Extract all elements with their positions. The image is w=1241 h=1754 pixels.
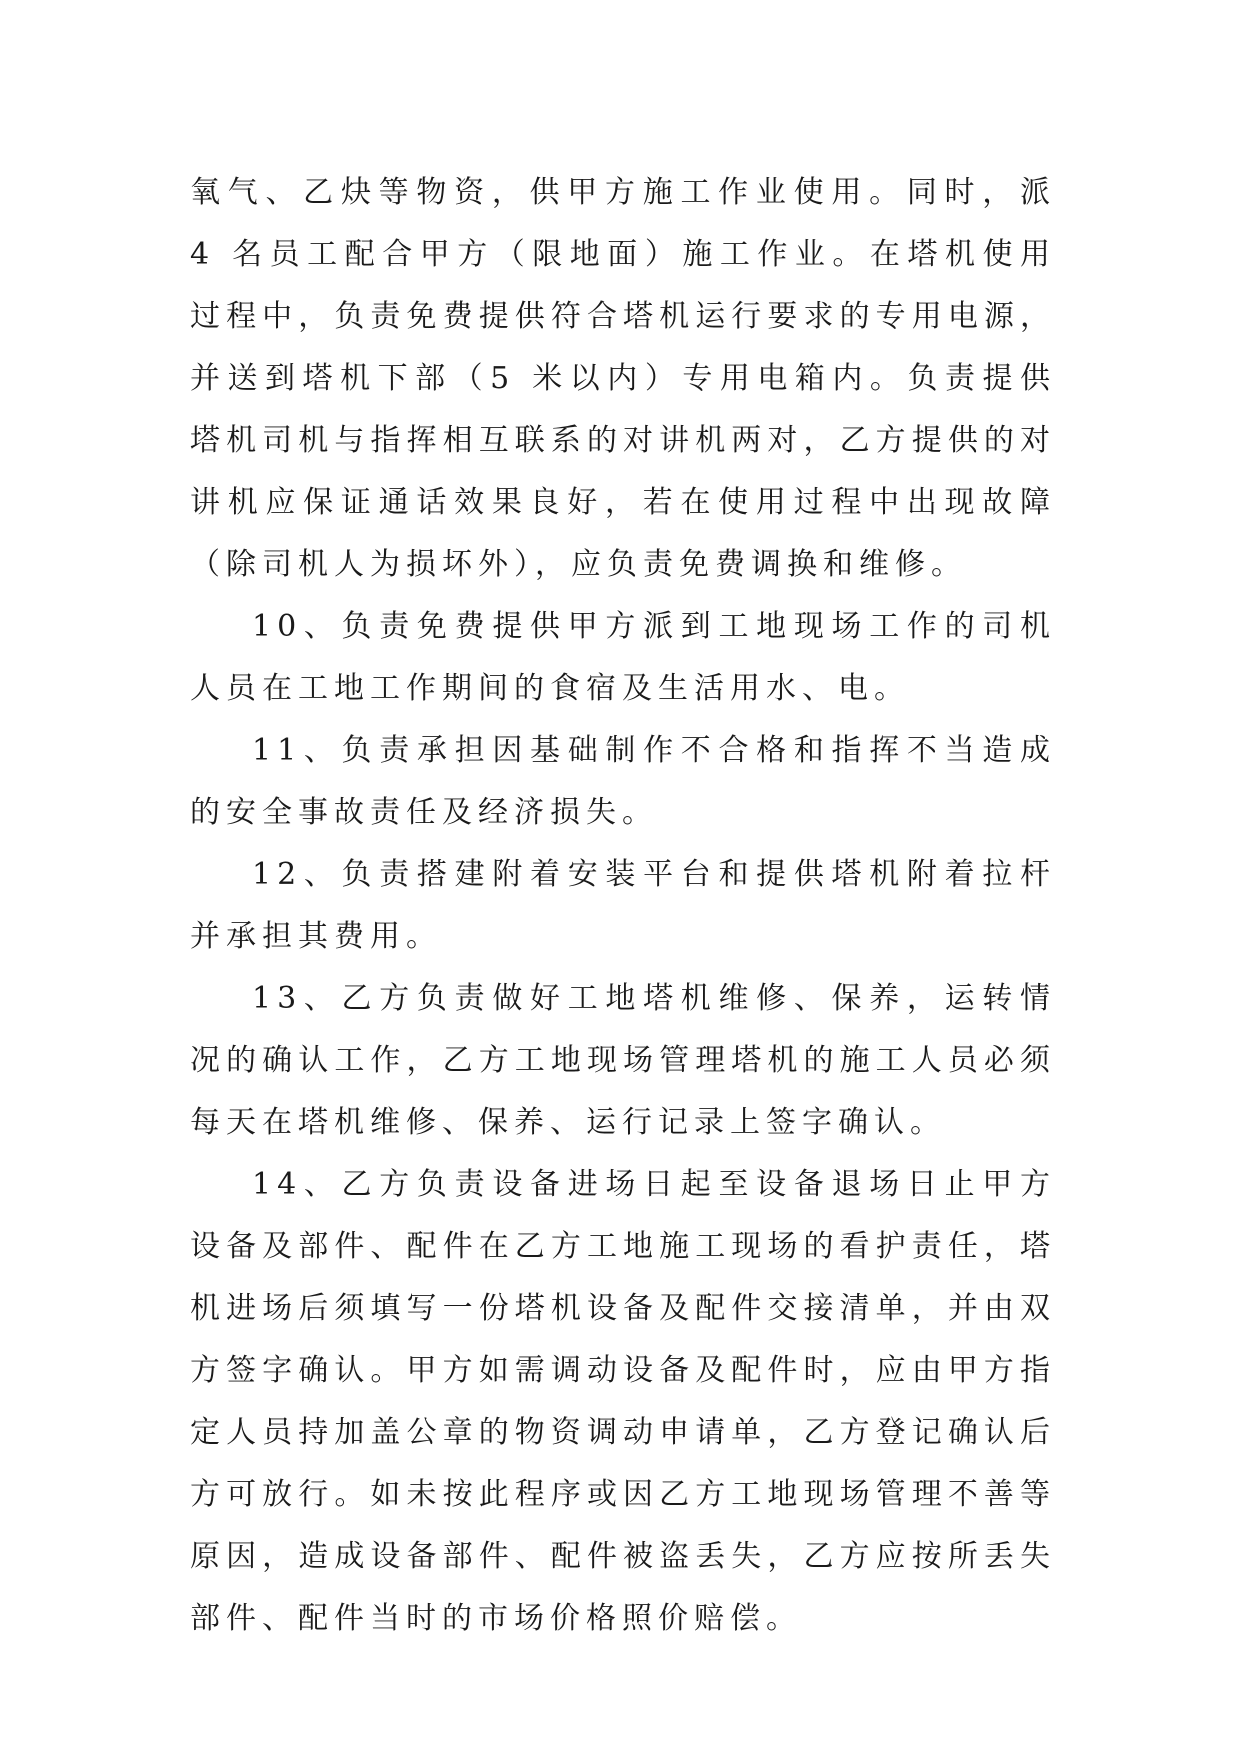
paragraph-item-10: 10、负责免费提供甲方派到工地现场工作的司机人员在工地工作期间的食宿及生活用水、电。 [190,609,1056,706]
paragraph-item-12: 12、负责搭建附着安装平台和提供塔机附着拉杆并承担其费用。 [190,857,1056,954]
document-body [190,162,1056,1650]
paragraph-item-13: 13、乙方负责做好工地塔机维修、保养，运转情况的确认工作，乙方工地现场管理塔机的施工人员必须每天在塔机维修、保养、运行记录上签字确认。 [190,981,1056,1140]
paragraph-item-14: 14、乙方负责设备进场日起至设备退场日止甲方设备及部件、配件在乙方工地施工现场的看护责任，塔机进场后须填写一份塔机设备及配件交接清单，并由双方签字确认。甲方如需调动设备及配件时，应由甲方指定人员持加盖公章的物资调动申请单，乙方登记确认后方可放行。如未按此程序或因乙方工地现场管理不善等原因，造成设备部件、配件被盗丢失，乙方应按所丢失部件、配件当时的市场价格照价赔偿。 [190,1167,1056,1636]
paragraph-continuation: 氧气、乙炔等物资，供甲方施工作业使用。同时，派 4 名员工配合甲方（限地面）施工作业。在塔机使用过程中，负责免费提供符合塔机运行要求的专用电源，并送到塔机下部（5 米以内）专用电箱内。负责提供塔机司机与指挥相互联系的对讲机两对，乙方提供的对讲机应保证通话效果良好，若在使用过程中出现故障（除司机人为损坏外），应负责免费调换和维修。 [190,175,1056,582]
paragraph-item-11: 11、负责承担因基础制作不合格和指挥不当造成的安全事故责任及经济损失。 [190,733,1056,830]
